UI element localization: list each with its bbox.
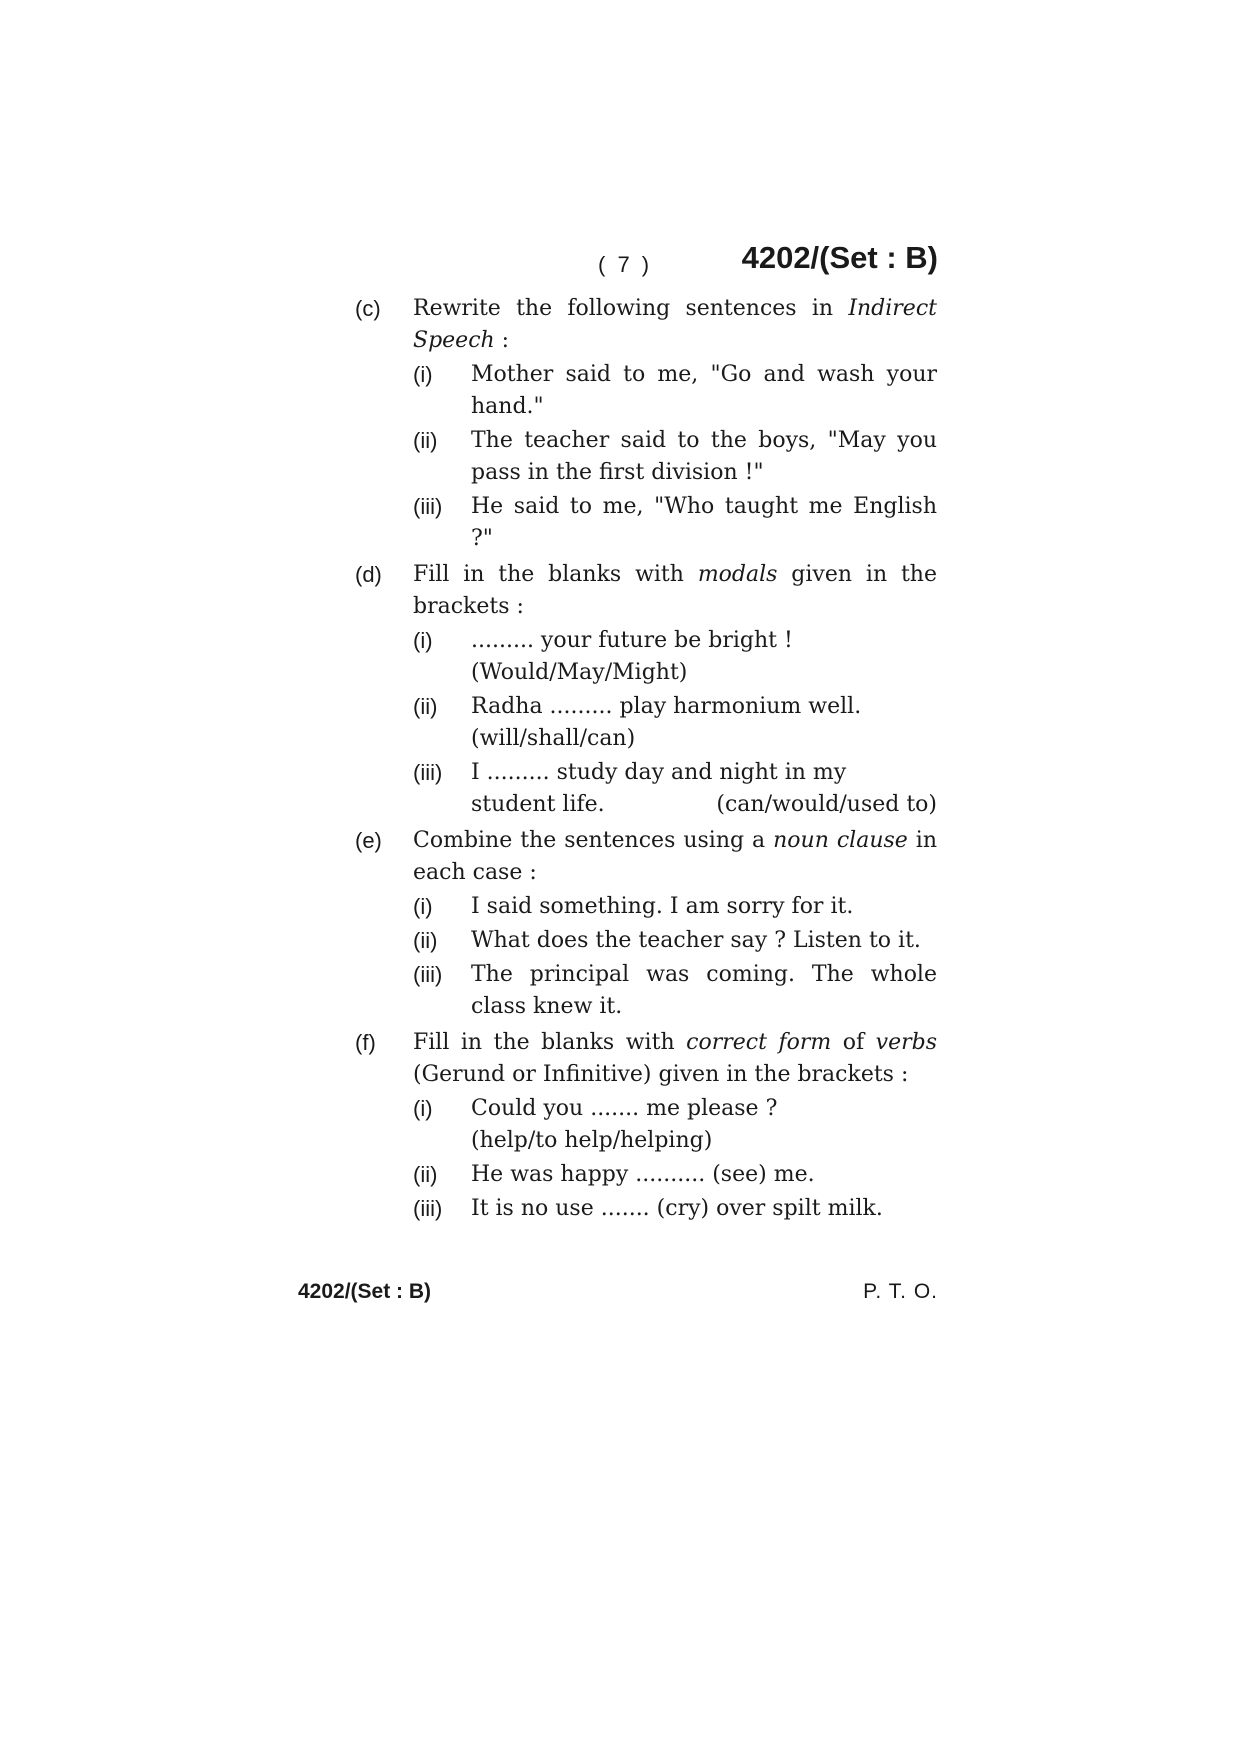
sub-question-text: He was happy .......... (see) me. xyxy=(471,1162,815,1187)
question-c xyxy=(355,293,937,557)
please-turn-over: P. T. O. xyxy=(863,1280,938,1303)
sub-question-text: What does the teacher say ? Listen to it. xyxy=(471,928,921,953)
sub-question xyxy=(413,959,937,1023)
sub-question xyxy=(413,625,937,689)
sub-question xyxy=(413,925,937,957)
sub-question-body xyxy=(471,1093,937,1157)
paper-code: 4202/(Set : B) xyxy=(741,240,938,275)
page-number: ( 7 ) xyxy=(598,252,653,277)
questions-section xyxy=(355,293,937,1229)
bracket-options: (will/shall/can) xyxy=(471,726,636,751)
sub-question-label: (iii) xyxy=(413,760,443,785)
sub-question-list xyxy=(413,359,937,555)
sub-question-list xyxy=(413,891,937,1023)
question-label: (d) xyxy=(355,562,382,587)
sub-question-body xyxy=(471,691,937,755)
sub-question-text: ......... your future be bright ! xyxy=(471,628,793,653)
page-footer xyxy=(0,1280,1240,1310)
question-label: (c) xyxy=(355,296,381,321)
question-body xyxy=(413,293,937,557)
bracket-options: (help/to help/helping) xyxy=(471,1128,713,1153)
page-header xyxy=(0,240,1240,290)
question-instruction: Fill in the blanks with modals given in the brackets : xyxy=(413,562,937,619)
sub-question-label: (ii) xyxy=(413,1162,438,1187)
sub-question-label: (i) xyxy=(413,894,433,919)
question-e xyxy=(355,825,937,1025)
sub-question-list xyxy=(413,625,937,821)
question-instruction: Fill in the blanks with correct form of verbs (Gerund or Infinitive) given in the brackets : xyxy=(413,1030,937,1087)
sub-question-label: (i) xyxy=(413,1096,433,1121)
sub-question xyxy=(413,359,937,423)
question-d xyxy=(355,559,937,823)
sub-question-text: Mother said to me, "Go and wash your hand." xyxy=(471,362,937,419)
sub-question-text: I said something. I am sorry for it. xyxy=(471,894,854,919)
sub-question-text: Radha ......... play harmonium well. xyxy=(471,694,862,719)
sub-question-text-continued: student life. (can/would/used to) xyxy=(471,789,937,821)
bracket-options: (can/would/used to) xyxy=(716,792,937,817)
sub-question-text: It is no use ....... (cry) over spilt milk. xyxy=(471,1196,883,1221)
question-f xyxy=(355,1027,937,1227)
sub-question-label: (iii) xyxy=(413,1196,443,1221)
sub-question-list xyxy=(413,1093,937,1225)
sub-question-label: (iii) xyxy=(413,962,443,987)
sub-question-label: (iii) xyxy=(413,494,443,519)
sub-question xyxy=(413,691,937,755)
sub-question-label: (i) xyxy=(413,362,433,387)
sub-question-text: The principal was coming. The whole class knew it. xyxy=(471,962,937,1019)
sub-question-label: (i) xyxy=(413,628,433,653)
sub-question-text: He said to me, "Who taught me English ?" xyxy=(471,494,937,551)
question-label: (e) xyxy=(355,828,382,853)
sub-question xyxy=(413,757,937,821)
sub-question xyxy=(413,1193,937,1225)
sub-question-body xyxy=(471,757,937,821)
question-label: (f) xyxy=(355,1030,376,1055)
bracket-options: (Would/May/Might) xyxy=(471,660,688,685)
sub-question-label: (ii) xyxy=(413,694,438,719)
sub-question xyxy=(413,891,937,923)
sub-question-text: The teacher said to the boys, "May you pass in the first division !" xyxy=(471,428,937,485)
question-instruction: Rewrite the following sentences in Indirect Speech : xyxy=(413,296,937,353)
question-body xyxy=(413,559,937,823)
sub-question xyxy=(413,425,937,489)
sub-question-label: (ii) xyxy=(413,428,438,453)
question-instruction: Combine the sentences using a noun clause in each case : xyxy=(413,828,938,885)
question-body xyxy=(413,1027,937,1227)
sub-question-label: (ii) xyxy=(413,928,438,953)
sub-question xyxy=(413,1093,937,1157)
question-body xyxy=(413,825,937,1025)
sub-question-body xyxy=(471,625,937,689)
sub-question xyxy=(413,491,937,555)
sub-question-text: I ......... study day and night in my xyxy=(471,760,847,785)
sub-question-text: Could you ....... me please ? xyxy=(471,1096,778,1121)
footer-paper-code: 4202/(Set : B) xyxy=(298,1280,432,1303)
sub-question xyxy=(413,1159,937,1191)
